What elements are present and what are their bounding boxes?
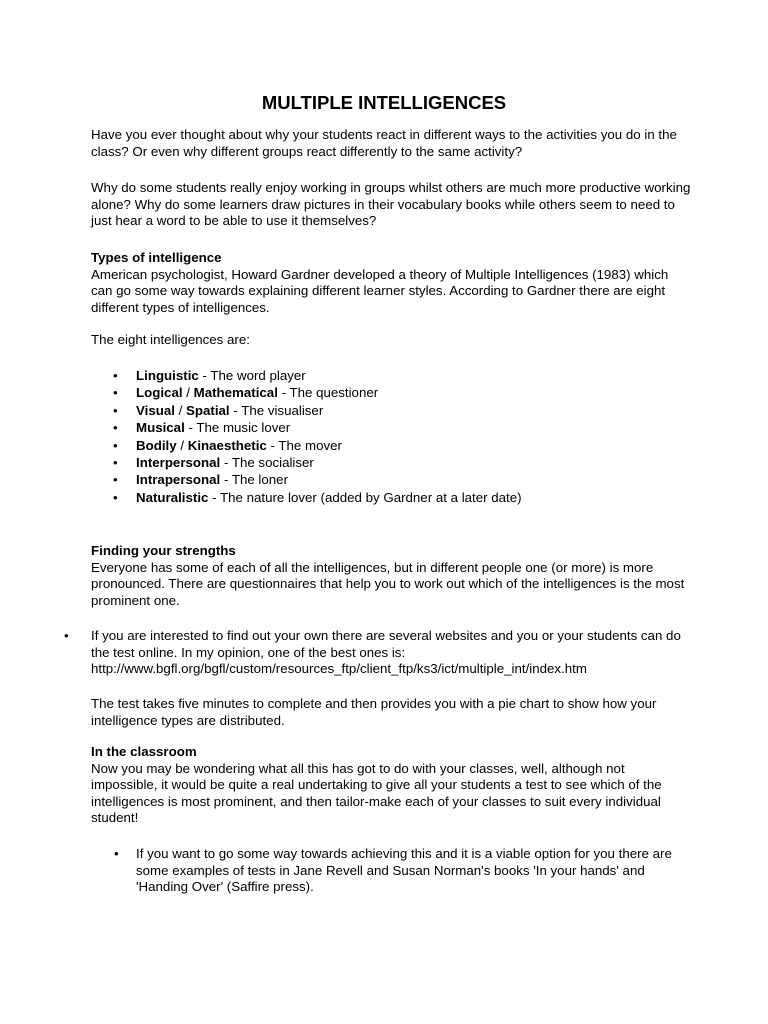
intelligence-name: Visual bbox=[136, 402, 175, 418]
intelligence-name: Musical bbox=[136, 420, 185, 436]
bullet-icon: • bbox=[113, 368, 118, 383]
books-tip bbox=[114, 846, 696, 896]
classroom-body: Now you may be wondering what all this has got to do with your classes, well, although not impossible, it would be quite a real undertaking to give all your students a test to see which of the intelligences is most prominent, and then tailor-make each of your classes to suit every individual student! bbox=[91, 760, 662, 826]
online-test-tip bbox=[64, 628, 691, 678]
intelligence-name: Logical bbox=[136, 385, 183, 401]
intelligence-desc: - The word player bbox=[198, 368, 306, 383]
name-separator: / bbox=[182, 385, 194, 401]
intelligence-name: Mathematical bbox=[193, 385, 278, 401]
intelligence-desc: - The nature lover (added by Gardner at a later date) bbox=[208, 489, 522, 505]
types-heading: Types of intelligence bbox=[91, 250, 222, 265]
test-note: The test takes five minutes to complete and then provides you with a pie chart to show how your intelligence types are distributed. bbox=[91, 696, 657, 728]
list-item bbox=[91, 455, 691, 472]
list-item bbox=[91, 420, 691, 437]
intelligences-list bbox=[91, 368, 691, 507]
types-section bbox=[91, 250, 691, 316]
intelligence-desc: - The loner bbox=[220, 472, 289, 488]
bullet-icon: • bbox=[113, 489, 118, 505]
bullet-icon: • bbox=[113, 472, 118, 488]
intelligences-lead: The eight intelligences are: bbox=[91, 332, 250, 347]
bullet-icon: • bbox=[113, 420, 118, 436]
strengths-body: Everyone has some of each of all the intelligences, but in different people one (or more) is more pronounced. There are questionnaires that help you to work out which of the intelligences is the most prominent one. bbox=[91, 559, 685, 608]
test-url: http://www.bgfl.org/bgfl/custom/resources_ftp/client_ftp/ks3/ict/multiple_int/index.htm bbox=[91, 661, 587, 677]
list-item bbox=[91, 490, 691, 507]
list-item bbox=[91, 368, 691, 385]
intro-paragraph-1: Have you ever thought about why your students react in different ways to the activities you do in the class? Or even why different groups react differently to the same activity? bbox=[91, 127, 677, 159]
intelligence-desc: - The socialiser bbox=[220, 454, 314, 470]
classroom-section bbox=[91, 744, 691, 827]
intelligence-desc: - The questioner bbox=[277, 385, 379, 401]
types-body: American psychologist, Howard Gardner developed a theory of Multiple Intelligences (1983) which can go some way towards explaining different learner styles. According to Gardner there are eight different types of intelligences. bbox=[91, 266, 669, 315]
page-title: MULTIPLE INTELLIGENCES bbox=[261, 92, 507, 113]
intelligence-desc: - The visualiser bbox=[229, 402, 324, 418]
bullet-icon: • bbox=[113, 385, 118, 401]
intelligence-name: Bodily bbox=[136, 437, 177, 453]
intelligence-name: Interpersonal bbox=[136, 454, 221, 470]
name-separator: / bbox=[174, 402, 187, 418]
intelligence-name: Spatial bbox=[186, 402, 230, 418]
list-item bbox=[91, 438, 691, 455]
list-item bbox=[91, 403, 691, 420]
intelligence-name: Linguistic bbox=[136, 368, 199, 383]
bullet-icon: • bbox=[64, 628, 69, 643]
classroom-heading: In the classroom bbox=[91, 744, 197, 759]
name-separator: / bbox=[176, 437, 188, 453]
online-test-text: If you are interested to find out your own there are several websites and you or your students can do the test online. In my opinion, one of the best ones is: bbox=[91, 628, 681, 660]
intelligence-name: Naturalistic bbox=[136, 489, 209, 505]
list-item bbox=[91, 385, 691, 402]
bullet-icon: • bbox=[114, 846, 119, 861]
list-item bbox=[91, 472, 691, 489]
books-tip-text: If you want to go some way towards achieving this and it is a viable option for you there are some examples of tests in Jane Revell and Susan Norman's books 'In your hands' and 'Handing Over' (Saffire press). bbox=[136, 846, 672, 895]
intelligence-desc: - The music lover bbox=[184, 420, 291, 436]
strengths-heading: Finding your strengths bbox=[91, 543, 236, 558]
intelligence-name: Intrapersonal bbox=[136, 472, 221, 488]
intro-paragraph-2: Why do some students really enjoy working in groups whilst others are much more productive working alone? Why do some learners draw pictures in their vocabulary books while others seem to need to just hear a word to be able to use it themselves? bbox=[91, 180, 691, 229]
strengths-section bbox=[91, 543, 691, 609]
intelligence-name: Kinaesthetic bbox=[187, 437, 267, 453]
intelligence-desc: - The mover bbox=[266, 437, 342, 453]
bullet-icon: • bbox=[113, 454, 118, 470]
bullet-icon: • bbox=[113, 402, 118, 418]
bullet-icon: • bbox=[113, 437, 118, 453]
